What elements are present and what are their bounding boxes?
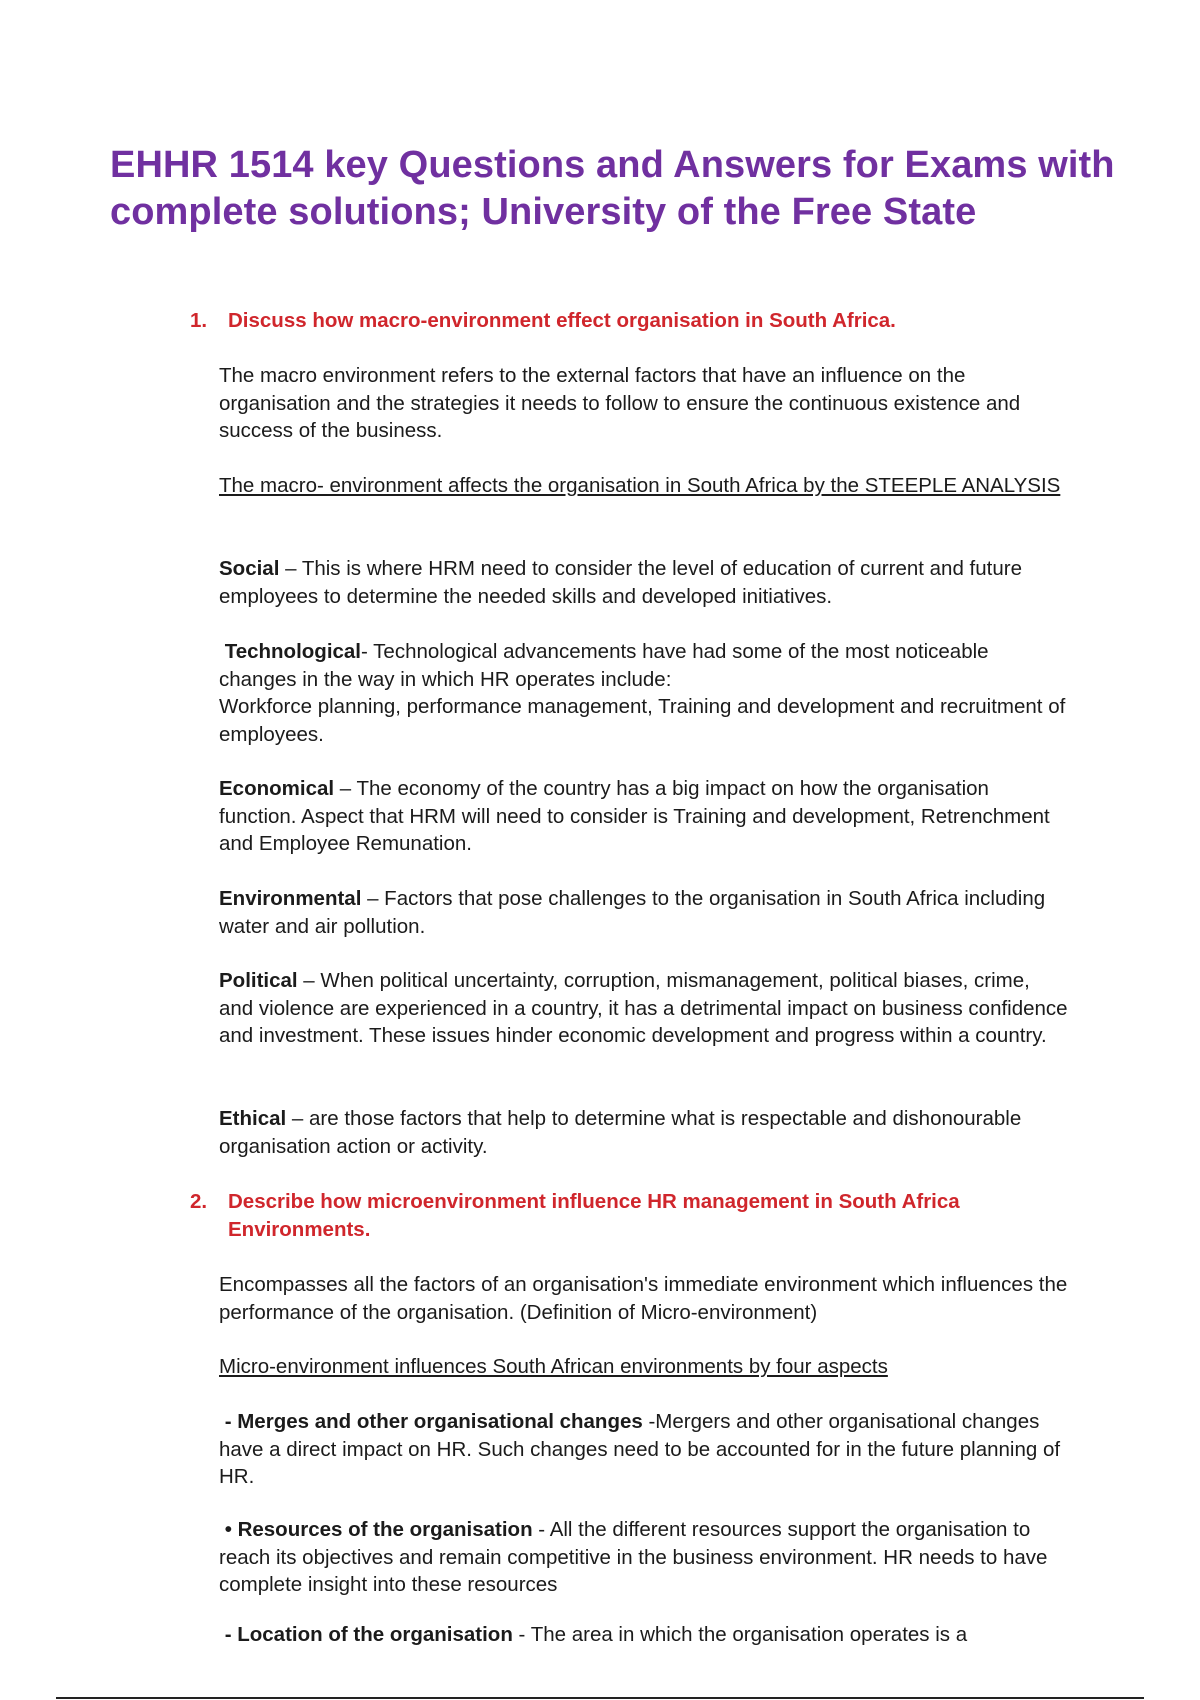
term-label: Ethical [219, 1107, 287, 1130]
page-bottom-divider [56, 1697, 1144, 1699]
term-description: – The economy of the country has a big impact on how the organisation function. Aspect that HRM will need to consider is Training and development, Retrenchment and Employee Remunation. [219, 777, 1050, 855]
term-description: – This is where HRM need to consider the level of education of current and future employees to determine the needed skills and developed initiatives. [219, 557, 1022, 608]
steeple-environmental-paragraph [219, 885, 1069, 940]
steeple-political-paragraph [219, 967, 1069, 1050]
q1-section-heading: The macro- environment affects the organisation in South Africa by the STEEPLE ANALYSIS [219, 474, 1061, 497]
document-title: EHHR 1514 key Questions and Answers for Exams with complete solutions; University of the Free State [110, 144, 1115, 233]
term-description-continued: Workforce planning, performance management, Training and development and recruitment of employees. [219, 695, 1066, 746]
q1-intro-paragraph: The macro environment refers to the external factors that have an influence on the organisation and the strategies it needs to follow to ensure the continuous existence and success of the business. [219, 364, 1021, 442]
term-description: – Factors that pose challenges to the organisation in South Africa including water and air pollution. [219, 887, 1046, 938]
term-label: Environmental [219, 887, 362, 910]
term-description: -Mergers and other organisational changes have a direct impact on HR. Such changes need to be accounted for in the future planning of HR. [219, 1410, 1061, 1488]
question-number: 2. [190, 1190, 208, 1213]
term-label: Technological [224, 640, 362, 663]
term-label: Political [219, 969, 298, 992]
term-label: Social [219, 557, 280, 580]
bullet-marker: - [224, 1623, 238, 1646]
aspect-resources-paragraph [219, 1516, 1069, 1599]
bullet-marker: - [224, 1410, 238, 1433]
term-description: – When political uncertainty, corruption, mismanagement, political biases, crime, and violence are experienced in a country, it has a detrimental impact on business confidence and investment. These issues hinder economic development and progress within a country. [219, 969, 1068, 1047]
aspect-location-paragraph [219, 1621, 1069, 1649]
term-label: Economical [219, 777, 335, 800]
steeple-technological-paragraph [219, 638, 1069, 748]
aspect-merges-paragraph [219, 1408, 1069, 1491]
question-text: Describe how microenvironment influence HR management in South Africa Environments. [228, 1190, 960, 1241]
steeple-social-paragraph [219, 555, 1069, 610]
term-description: - All the different resources support the organisation to reach its objectives and remain competitive in the business environment. HR needs to have complete insight into these resources [219, 1518, 1048, 1596]
term-description: - The area in which the organisation operates is a [512, 1623, 968, 1646]
bullet-marker: • [224, 1518, 238, 1541]
question-1 [190, 307, 1048, 335]
term-description: - Technological advancements have had some of the most noticeable changes in the way in which HR operates include: [219, 640, 989, 691]
question-number: 1. [190, 309, 208, 332]
q2-intro-paragraph: Encompasses all the factors of an organisation's immediate environment which influences the performance of the organisation. (Definition of Micro-environment) [219, 1273, 1068, 1324]
q2-section-heading: Micro-environment influences South African environments by four aspects [219, 1355, 888, 1378]
term-label: Location of the organisation [237, 1623, 513, 1646]
steeple-economical-paragraph [219, 775, 1069, 858]
term-label: Resources of the organisation [237, 1518, 533, 1541]
term-description: – are those factors that help to determine what is respectable and dishonourable organisation action or activity. [219, 1107, 1022, 1158]
term-label: Merges and other organisational changes [237, 1410, 643, 1433]
question-text: Discuss how macro-environment effect organisation in South Africa. [228, 309, 896, 332]
question-2 [190, 1188, 1048, 1244]
steeple-ethical-paragraph [219, 1105, 1069, 1160]
